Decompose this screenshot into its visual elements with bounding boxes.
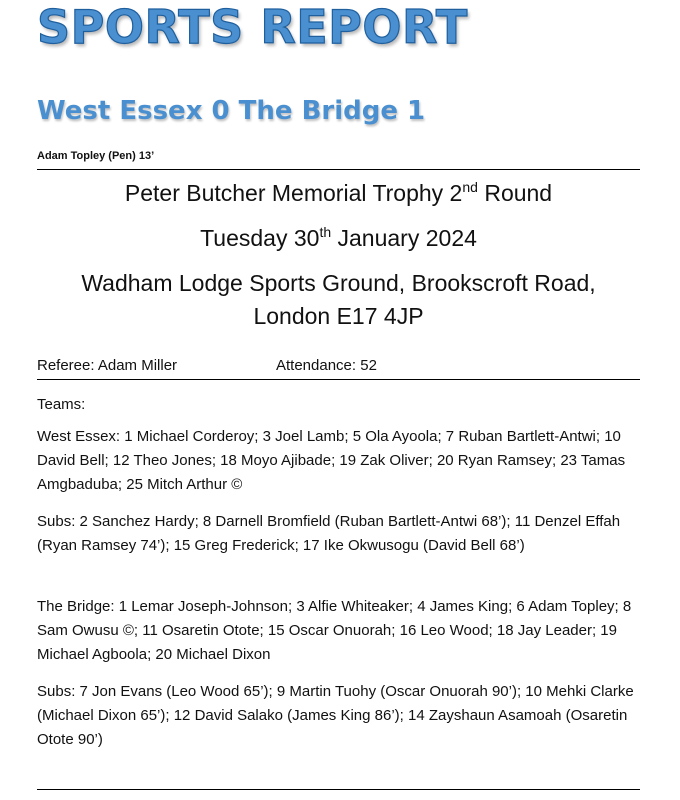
- attendance: Attendance: 52: [276, 357, 377, 374]
- competition-line: [37, 179, 640, 206]
- divider-middle: [37, 379, 640, 380]
- goal-scorer: Adam Topley (Pen) 13’: [37, 150, 155, 162]
- competition-name: Peter Butcher Memorial Trophy 2: [124, 180, 463, 206]
- date-ordinal-suffix: th: [319, 224, 332, 240]
- competition-round: Round: [477, 180, 553, 206]
- divider-bottom: [37, 789, 640, 790]
- teams-heading: Teams:: [37, 396, 86, 413]
- referee: Referee: Adam Miller: [37, 357, 178, 374]
- the-bridge-subs: Subs: 7 Jon Evans (Leo Wood 65’); 9 Martin Tuohy (Oscar Onuorah 90’); 10 Mehki Clarke (Michael Dixon 65’); 12 David Salako (James King 86’); 14 Zayshaun Asamoah (Osaretin Otote 90’): [37, 683, 634, 748]
- west-essex-subs: Subs: 2 Sanchez Hardy; 8 Darnell Bromfield (Ruban Bartlett-Antwi 68’); 11 Denzel Effah (Ryan Ramsey 74’); 15 Greg Frederick; 17 Ike Okwusogu (David Bell 68’): [37, 513, 621, 554]
- match-details: [37, 179, 640, 329]
- score-line: West Essex 0 The Bridge 1: [37, 96, 426, 126]
- date-day: Tuesday 30: [200, 225, 320, 251]
- date-line: [37, 224, 640, 251]
- divider-top: [37, 169, 640, 170]
- west-essex-lineup: West Essex: 1 Michael Corderoy; 3 Joel Lamb; 5 Ola Ayoola; 7 Ruban Bartlett-Antwi; 10 David Bell; 12 Theo Jones; 18 Moyo Ajibade; 19 Zak Oliver; 20 Ryan Ramsey; 23 Tamas Amgbaduba; 25 Mitch Arthur ©: [37, 428, 626, 493]
- the-bridge-lineup: The Bridge: 1 Lemar Joseph-Johnson; 3 Alfie Whiteaker; 4 James King; 6 Adam Topley; 8 Sam Owusu ©; 11 Osaretin Otote; 15 Oscar Onuorah; 16 Leo Wood; 18 Jay Leader; 19 Michael Agboola; 20 Michael Dixon: [37, 598, 632, 663]
- venue-line-2: London E17 4JP: [253, 303, 424, 329]
- report-page: [37, 0, 640, 800]
- report-title: SPORTS REPORT: [37, 0, 468, 54]
- officials-row: [37, 357, 377, 374]
- date-month-year: January 2024: [331, 225, 477, 251]
- venue-line-1: Wadham Lodge Sports Ground, Brookscroft Road,: [81, 270, 596, 296]
- competition-ordinal-suffix: nd: [462, 179, 478, 195]
